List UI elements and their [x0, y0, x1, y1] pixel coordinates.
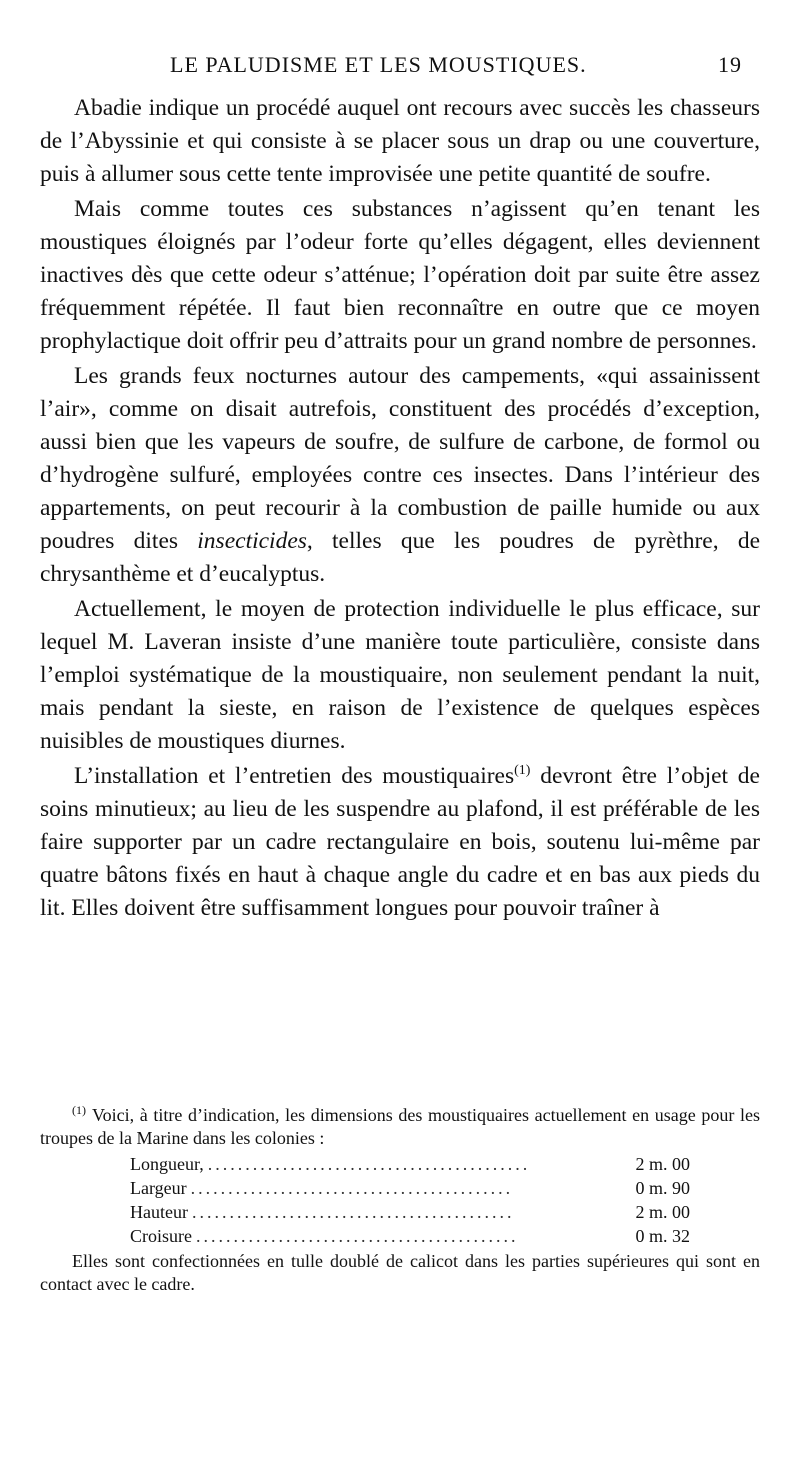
footnote-block — [40, 1104, 760, 1296]
dimension-value: 0 m. 90 — [635, 1178, 690, 1198]
footnote-mark: (1) — [72, 1103, 86, 1117]
footnote-closing: Elles sont confectionnées en tulle doublé de calicot dans les parties supérieures qui sont en contact avec le cadre. — [40, 1251, 760, 1294]
page-number: 19 — [718, 52, 742, 77]
leader-dots: ........................................... — [207, 1154, 531, 1174]
dimension-label: Hauteur — [130, 1202, 192, 1222]
dimensions-table — [130, 1152, 730, 1248]
paragraph-feux — [40, 360, 760, 591]
paragraph-installation-rest: devront être l’objet de soins minutieux; au lieu de les suspendre au plafond, il est préférable de les faire supporter par un cadre rectangulaire en bois, soutenu lui-même par quatre bâtons fixés en haut à chaque angle du cadre et en bas aux pieds du lit. Elles doivent être suffisamment longues pour pouvoir traîner à — [40, 763, 760, 921]
footnote-intro-text: Voici, à titre d’indication, les dimensions des moustiquaires actuellement en usage pour les troupes de la Marine dans les colonies : — [40, 1105, 760, 1148]
footnote-reference: (1) — [514, 763, 531, 779]
dimension-label: Croisure — [130, 1226, 196, 1246]
dimension-label: Largeur — [130, 1178, 191, 1198]
dimension-row — [130, 1200, 730, 1224]
page-header — [40, 52, 760, 88]
paragraph-feux-end: , telles que les poudres de pyrèthre, de chrysanthème et d’eucalyptus. — [40, 528, 761, 587]
paragraph-actuellement: Actuellement, le moyen de protection individuelle le plus efficace, sur lequel M. Laveran insiste d’une manière toute particulière, consiste dans l’emploi systématique de la moustiquaire, non seulement pendant la nuit, mais pendant la sieste, en raison de l’existence de quelques espèces nuisibles de moustiques diurnes. — [40, 596, 760, 754]
dimension-value: 0 m. 32 — [635, 1226, 690, 1246]
leader-dots: ........................................... — [196, 1226, 519, 1246]
paragraph-abadie: Abadie indique un procédé auquel ont recours avec succès les chasseurs de l’Abyssinie et qui consiste à se placer sous un drap ou une couverture, puis à allumer sous cette tente improvisée une petite quantité de soufre. — [40, 95, 760, 187]
paragraph-substances: Mais comme toutes ces substances n’agissent qu’en tenant les moustiques éloignés par l’odeur forte qu’elles dégagent, elles deviennent inactives dès que cette odeur s’atténue; l’opération doit par suite être assez fréquemment répétée. Il faut bien reconnaître en outre que ce moyen prophylactique doit offrir peu d’attraits pour un grand nombre de personnes. — [40, 196, 760, 354]
body-text — [40, 92, 760, 927]
paragraph-installation-start: L’installation et l’entretien des moustiquaires — [74, 763, 515, 789]
dimension-row — [130, 1152, 730, 1176]
dimension-row — [130, 1224, 730, 1248]
dimension-row — [130, 1176, 730, 1200]
italic-insecticides: insecticides — [197, 528, 307, 554]
dimension-label: Longueur, — [130, 1154, 208, 1174]
paragraph-installation — [40, 760, 760, 925]
dimension-value: 2 m. 00 — [635, 1154, 690, 1174]
dimension-value: 2 m. 00 — [635, 1202, 690, 1222]
paragraph-feux-text: Les grands feux nocturnes autour des campements, «qui assainissent l’air», comme on disait autrefois, constituent des procédés d’exception, aussi bien que les vapeurs de soufre, de sulfure de carbone, de formol ou d’hydrogène sulfuré, employées contre ces insectes. Dans l’intérieur des appartements, on peut recourir à la combustion de paille humide ou aux poudres dites — [40, 363, 760, 554]
leader-dots: ........................................... — [191, 1202, 515, 1222]
running-title: LE PALUDISME ET LES MOUSTIQUES. — [170, 52, 587, 77]
footnote-intro — [40, 1104, 760, 1150]
leader-dots: ........................................... — [190, 1178, 514, 1198]
